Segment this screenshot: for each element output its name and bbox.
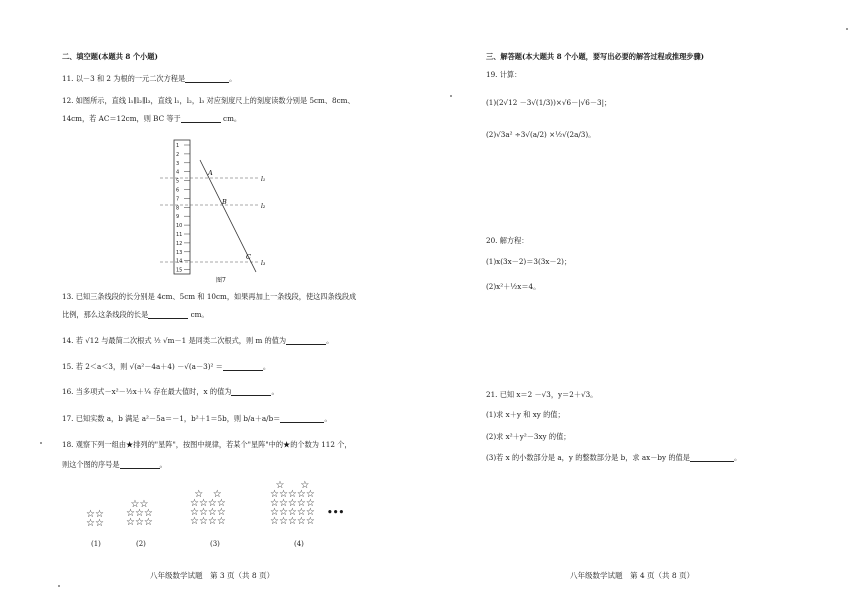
question-19: 19. 计算： — [486, 70, 522, 79]
ellipsis: ••• — [327, 508, 345, 518]
question-14: 14. 若 √12 与最简二次根式 ½ √m－1 是同类二次根式，则 m 的值为 。 — [62, 336, 334, 345]
question-13-line2 — [62, 310, 209, 319]
section-title-fill-in: 二、填空题(本题共 8 个小题) — [62, 52, 158, 61]
scan-speck — [58, 585, 60, 587]
ruler-tick-label: 15 — [176, 267, 183, 274]
question-20-part2: (2)x²＋½x＝4。 — [486, 282, 541, 291]
answer-blank-11[interactable] — [185, 75, 229, 83]
question-12-line2 — [62, 114, 241, 123]
ruler-tick-label: 13 — [176, 249, 183, 256]
line-l3-label: l₃ — [261, 260, 266, 267]
question-11-text: 11. 以－3 和 2 为根的一元二次方程是 — [62, 74, 186, 83]
star-array-2: ☆☆ ☆☆☆ ☆☆☆ — [126, 499, 153, 528]
question-13-line1: 13. 已知三条线段的长分别是 4cm、5cm 和 10cm，如果再加上一条线段，使这四条线段成 — [62, 292, 357, 301]
ruler-tick-label: 6 — [176, 187, 180, 194]
ruler-tick-label: 11 — [176, 232, 183, 238]
question-12-line1: 12. 如图所示，直线 l₁∥l₂∥l₃，直线 l₁，l₂，l₃ 对应刻度尺上的刻度读数分别是 5cm、8cm、 — [62, 96, 355, 105]
figure-7 — [160, 138, 280, 284]
question-12-text: 14cm，若 AC＝12cm，则 BC 等于 — [62, 114, 181, 123]
line-l2-label: l₂ — [261, 203, 266, 210]
scan-speck — [40, 442, 42, 444]
answer-blank-13[interactable] — [148, 311, 188, 319]
question-11: 11. 以－3 和 2 为根的一元二次方程是 。 — [62, 74, 237, 83]
star-label-3: (3) — [210, 540, 220, 548]
question-16-text: 16. 当多项式－x²－½x＋¼ 存在最大值时，x 的值为 — [62, 387, 232, 396]
star-array-4: ☆ ☆ ☆☆☆☆☆ ☆☆☆☆☆ ☆☆☆☆☆ ☆☆☆☆☆ — [270, 480, 315, 527]
answer-blank-16[interactable] — [231, 388, 271, 396]
ruler-tick-label: 8 — [176, 205, 180, 212]
star-label-2: (2) — [136, 540, 146, 548]
question-18-line1: 18. 观察下列一组由★排列的"星阵"，按图中规律，若某个"星阵"中的★的个数为 112 个， — [62, 440, 352, 449]
answer-blank-15[interactable] — [223, 363, 263, 371]
question-15-text: 15. 若 2＜a＜3，则 √(a²－4a＋4) －√(a－3)² ＝ — [62, 362, 223, 371]
question-13-unit: cm。 — [190, 310, 209, 319]
question-21-part1: (1)求 x＋y 和 xy 的值； — [486, 410, 565, 419]
question-15: 15. 若 2＜a＜3，则 √(a²－4a＋4) －√(a－3)² ＝ 。 — [62, 362, 271, 371]
star-label-1: (1) — [91, 540, 101, 548]
point-a-label: A — [208, 169, 213, 177]
ruler-tick-label: 4 — [176, 169, 180, 176]
answer-blank-14[interactable] — [286, 337, 326, 345]
ruler-tick-label: 2 — [176, 151, 180, 158]
ruler-tick-label: 7 — [176, 196, 180, 203]
question-19-part1: (1)(2√12 －3√(1/3))×√6－|√6－3|； — [486, 98, 612, 107]
question-16: 16. 当多项式－x²－½x＋¼ 存在最大值时，x 的值为 。 — [62, 387, 279, 396]
question-17: 17. 已知实数 a，b 满足 a²－5a＝－1，b²＋1＝5b，则 b/a＋a/b＝ 。 — [62, 414, 332, 423]
question-18-line2: 则这个图的序号是 。 — [62, 460, 167, 469]
question-17-text: 17. 已知实数 a，b 满足 a²－5a＝－1，b²＋1＝5b，则 b/a＋a/b＝ — [62, 414, 281, 423]
ruler-tick-label: 5 — [176, 178, 180, 185]
scan-speck — [450, 95, 452, 97]
ruler-tick-label: 1 — [176, 143, 180, 149]
page-footer-3: 八年级数学试题 第 3 页（共 8 页） — [150, 571, 275, 580]
ruler-tick-label: 10 — [176, 223, 183, 230]
question-19-part2: (2)√3a² ÷3√(a/2) ×½√(2a/3)。 — [486, 130, 596, 139]
ruler-tick-label: 9 — [176, 214, 180, 221]
ruler-tick-label: 14 — [176, 258, 183, 265]
right-page — [440, 0, 860, 607]
answer-blank-17[interactable] — [280, 415, 324, 423]
question-18-text: 则这个图的序号是 — [62, 460, 120, 469]
ruler-tick-label: 3 — [176, 160, 180, 167]
question-13-text: 比例，那么这条线段的长是 — [62, 310, 149, 319]
section-title-answers: 三、解答题(本大题共 8 个小题，要写出必要的解答过程或推理步骤) — [486, 52, 705, 61]
question-21-part3-text: (3)若 x 的小数部分是 a，y 的整数部分是 b，求 ax－by 的值是 — [486, 453, 690, 462]
scan-speck — [846, 28, 848, 30]
question-21-part2: (2)求 x²＋y²－3xy 的值； — [486, 432, 571, 441]
point-c-label: C — [246, 253, 251, 261]
answer-blank-12[interactable] — [181, 115, 221, 123]
question-12-unit: cm。 — [223, 114, 242, 123]
ruler-tick-label: 12 — [176, 240, 183, 247]
star-array-1: ☆☆ ☆☆ — [86, 509, 104, 529]
star-label-4: (4) — [294, 540, 304, 548]
question-20: 20. 解方程： — [486, 236, 529, 245]
question-20-part1: (1)x(3x－2)＝3(3x－2)； — [486, 257, 572, 266]
page-footer-4: 八年级数学试题 第 4 页（共 8 页） — [570, 571, 695, 580]
star-array-3: ☆ ☆ ☆☆☆☆ ☆☆☆☆ ☆☆☆☆ — [190, 489, 226, 527]
answer-blank-21[interactable] — [690, 454, 734, 462]
answer-blank-18[interactable] — [120, 461, 160, 469]
figure-caption: 图7 — [216, 277, 226, 284]
question-21: 21. 已知 x＝2 －√3，y＝2＋√3。 — [486, 390, 598, 399]
question-21-part3: (3)若 x 的小数部分是 a，y 的整数部分是 b，求 ax－by 的值是 。 — [486, 453, 742, 462]
line-l1-label: l₁ — [261, 176, 266, 183]
point-b-label: B — [222, 198, 227, 206]
question-14-text: 14. 若 √12 与最简二次根式 ½ √m－1 是同类二次根式，则 m 的值为 — [62, 336, 287, 345]
